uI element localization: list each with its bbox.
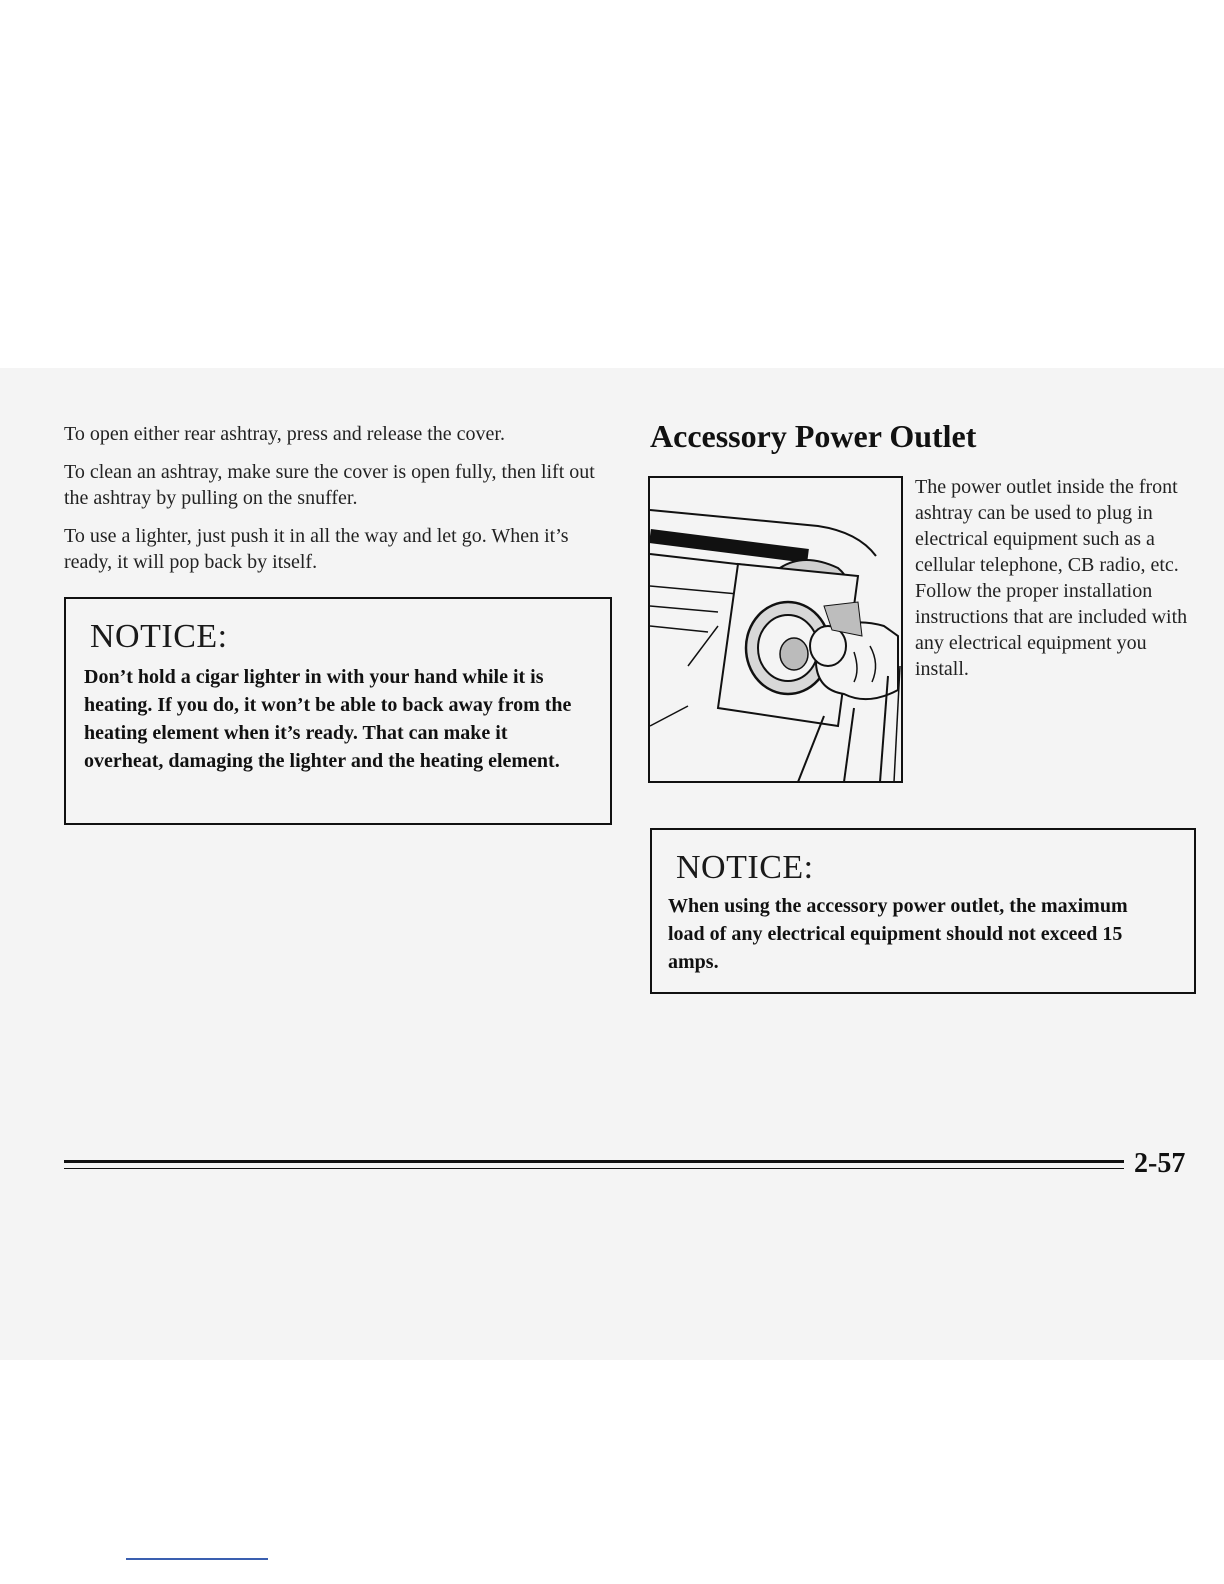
notice-title: NOTICE: — [676, 849, 814, 886]
footer-rule — [64, 1160, 1124, 1163]
power-outlet-description: The power outlet inside the front ashtray can be used to plug in electrical equipment such as a cellular telephone, CB radio, etc. Follow the proper installation instructions that are included with any electrical equipment you install. — [915, 476, 1188, 680]
footer-rule-thin — [64, 1168, 1124, 1169]
paragraph-clean-ashtray: To clean an ashtray, make sure the cover is open fully, then lift out the ashtray by pulling on the snuffer. — [64, 461, 595, 509]
section-heading: Accessory Power Outlet — [650, 418, 977, 454]
power-outlet-notice-box — [650, 828, 1196, 994]
link-underline — [126, 1558, 268, 1560]
notice-title: NOTICE: — [90, 618, 228, 655]
notice-text: Don’t hold a cigar lighter in with your hand while it is heating. If you do, it won’t be able to back away from the heating element when it’s ready. That can make it overheat, damaging the lighter and the heating element. — [84, 666, 572, 772]
page-number: 2-57 — [1134, 1148, 1186, 1179]
power-outlet-illustration-icon — [648, 476, 904, 784]
paragraph-use-lighter: To use a lighter, just push it in all the way and let go. When it’s ready, it will pop back by itself. — [64, 525, 569, 573]
notice-text: When using the accessory power outlet, the maximum load of any electrical equipment should not exceed 15 amps. — [668, 895, 1128, 973]
lighter-notice-box — [64, 597, 612, 825]
paragraph-open-ashtray: To open either rear ashtray, press and release the cover. — [64, 423, 505, 445]
